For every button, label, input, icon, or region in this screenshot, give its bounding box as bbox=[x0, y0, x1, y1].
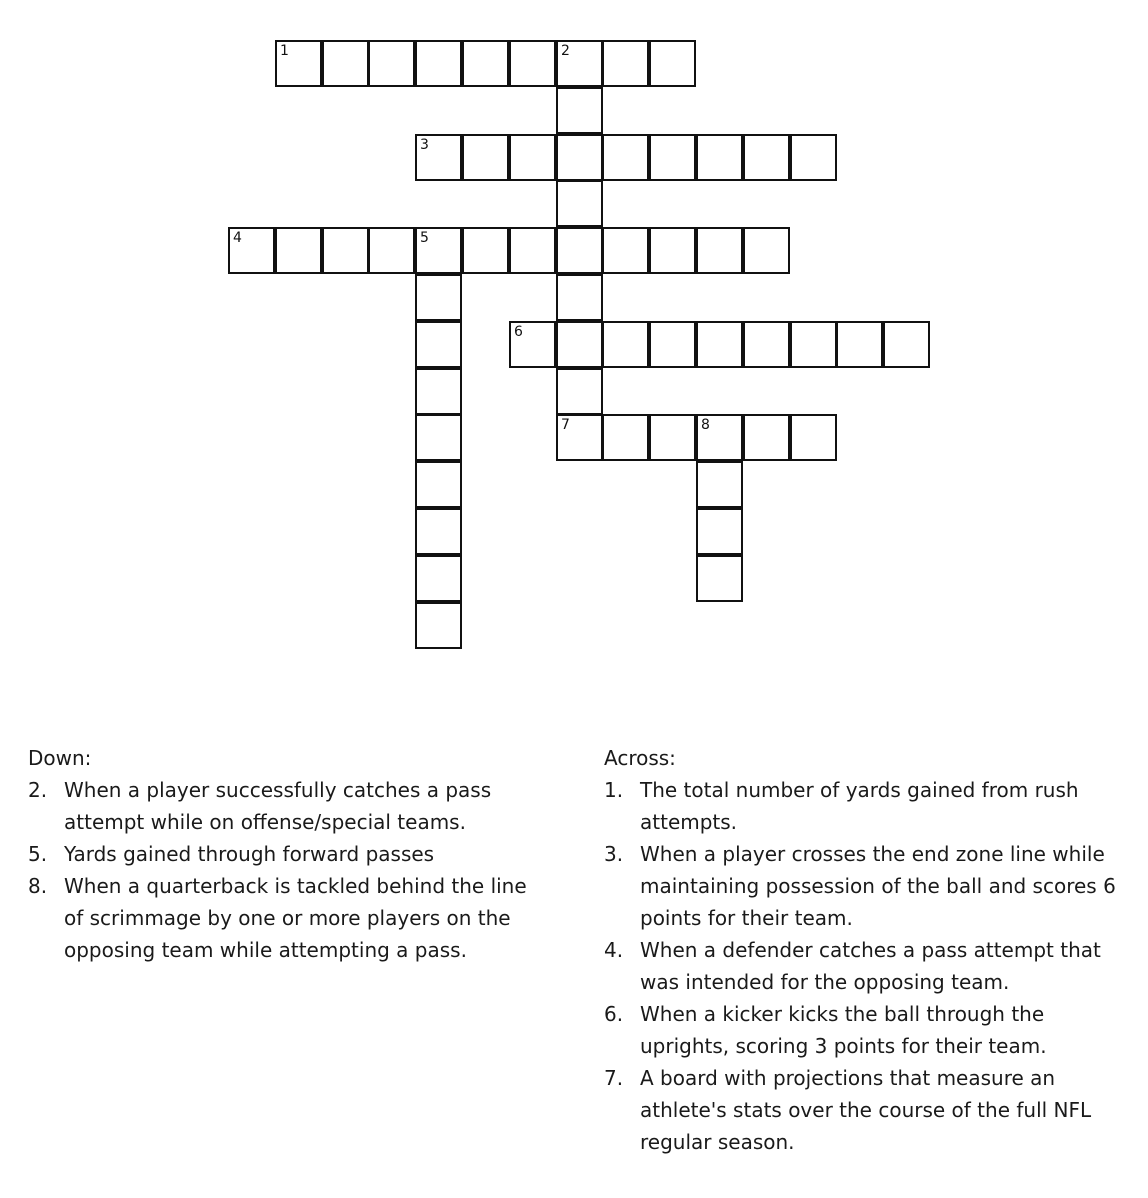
down-clues bbox=[28, 742, 528, 966]
grid-cell[interactable] bbox=[743, 134, 790, 181]
grid-cell[interactable] bbox=[415, 602, 462, 649]
cell-number: 3 bbox=[420, 137, 429, 153]
grid-cell[interactable] bbox=[649, 321, 696, 368]
grid-cell[interactable] bbox=[228, 227, 275, 274]
grid-cell[interactable] bbox=[368, 40, 415, 87]
grid-cell[interactable] bbox=[275, 40, 322, 87]
cell-number: 2 bbox=[561, 43, 570, 59]
grid-cell[interactable] bbox=[415, 368, 462, 415]
grid-cell[interactable] bbox=[462, 134, 509, 181]
cell-number: 5 bbox=[420, 230, 429, 246]
clue-down-2 bbox=[28, 774, 528, 838]
grid-cell[interactable] bbox=[322, 227, 369, 274]
grid-cell[interactable] bbox=[415, 274, 462, 321]
grid-cell[interactable] bbox=[696, 414, 743, 461]
clue-across-1 bbox=[604, 774, 1124, 838]
grid-cell[interactable] bbox=[743, 414, 790, 461]
grid-cell[interactable] bbox=[790, 134, 837, 181]
grid-cell[interactable] bbox=[415, 555, 462, 602]
grid-cell[interactable] bbox=[322, 40, 369, 87]
grid-cell[interactable] bbox=[696, 321, 743, 368]
cell-number: 8 bbox=[701, 417, 710, 433]
grid-cell[interactable] bbox=[883, 321, 930, 368]
clue-number: 5. bbox=[28, 842, 48, 866]
clue-number: 4. bbox=[604, 938, 624, 962]
clue-text: The total number of yards gained from rush attempts. bbox=[640, 778, 1079, 834]
grid-cell[interactable] bbox=[415, 508, 462, 555]
clue-across-3 bbox=[604, 838, 1124, 934]
grid-cell[interactable] bbox=[790, 414, 837, 461]
clue-number: 6. bbox=[604, 1002, 624, 1026]
grid-cell[interactable] bbox=[509, 134, 556, 181]
grid-cell[interactable] bbox=[649, 134, 696, 181]
clue-across-6 bbox=[604, 998, 1124, 1062]
clue-text: When a player successfully catches a pass attempt while on offense/special teams. bbox=[64, 778, 492, 834]
grid-cell[interactable] bbox=[415, 40, 462, 87]
grid-cell[interactable] bbox=[415, 321, 462, 368]
cell-number: 1 bbox=[280, 43, 289, 59]
across-heading: Across: bbox=[604, 746, 676, 770]
clue-across-7 bbox=[604, 1062, 1124, 1158]
grid-cell[interactable] bbox=[556, 414, 603, 461]
grid-cell[interactable] bbox=[602, 134, 649, 181]
cell-number: 4 bbox=[233, 230, 242, 246]
grid-cell[interactable] bbox=[415, 461, 462, 508]
clue-text: When a player crosses the end zone line while maintaining possession of the ball and scores 6 points for their team. bbox=[640, 842, 1116, 930]
grid-cell[interactable] bbox=[415, 414, 462, 461]
clue-text: A board with projections that measure an athlete's stats over the course of the full NFL regular season. bbox=[640, 1066, 1092, 1154]
grid-cell[interactable] bbox=[462, 40, 509, 87]
grid-cell[interactable] bbox=[509, 227, 556, 274]
clue-number: 3. bbox=[604, 842, 624, 866]
clue-text: When a defender catches a pass attempt that was intended for the opposing team. bbox=[640, 938, 1101, 994]
grid-cell[interactable] bbox=[556, 227, 603, 274]
grid-cell[interactable] bbox=[556, 368, 603, 415]
grid-cell[interactable] bbox=[556, 87, 603, 134]
grid-cell[interactable] bbox=[462, 227, 509, 274]
grid-cell[interactable] bbox=[509, 40, 556, 87]
clue-number: 1. bbox=[604, 778, 624, 802]
grid-cell[interactable] bbox=[790, 321, 837, 368]
grid-cell[interactable] bbox=[556, 134, 603, 181]
clue-number: 8. bbox=[28, 874, 48, 898]
grid-cell[interactable] bbox=[275, 227, 322, 274]
grid-cell[interactable] bbox=[602, 227, 649, 274]
grid-cell[interactable] bbox=[696, 461, 743, 508]
grid-cell[interactable] bbox=[415, 134, 462, 181]
grid-cell[interactable] bbox=[602, 414, 649, 461]
clue-text: When a quarterback is tackled behind the line of scrimmage by one or more players on the opposing team while attempting a pass. bbox=[64, 874, 527, 962]
grid-cell[interactable] bbox=[696, 227, 743, 274]
grid-cell[interactable] bbox=[602, 40, 649, 87]
grid-cell[interactable] bbox=[556, 40, 603, 87]
grid-cell[interactable] bbox=[649, 414, 696, 461]
grid-cell[interactable] bbox=[696, 508, 743, 555]
clue-text: Yards gained through forward passes bbox=[64, 842, 435, 866]
clue-number: 7. bbox=[604, 1066, 624, 1090]
grid-cell[interactable] bbox=[836, 321, 883, 368]
grid-cell[interactable] bbox=[743, 227, 790, 274]
grid-cell[interactable] bbox=[556, 180, 603, 227]
clue-across-4 bbox=[604, 934, 1124, 998]
cell-number: 6 bbox=[514, 324, 523, 340]
grid-cell[interactable] bbox=[602, 321, 649, 368]
clue-down-8 bbox=[28, 870, 528, 966]
down-heading: Down: bbox=[28, 746, 92, 770]
grid-cell[interactable] bbox=[696, 555, 743, 602]
grid-cell[interactable] bbox=[743, 321, 790, 368]
cell-number: 7 bbox=[561, 417, 570, 433]
grid-cell[interactable] bbox=[415, 227, 462, 274]
grid-cell[interactable] bbox=[509, 321, 556, 368]
grid-cell[interactable] bbox=[556, 321, 603, 368]
grid-cell[interactable] bbox=[556, 274, 603, 321]
grid-cell[interactable] bbox=[649, 227, 696, 274]
grid-cell[interactable] bbox=[649, 40, 696, 87]
across-clues bbox=[604, 742, 1124, 1158]
grid-cell[interactable] bbox=[696, 134, 743, 181]
clue-text: When a kicker kicks the ball through the uprights, scoring 3 points for their team. bbox=[640, 1002, 1047, 1058]
clue-number: 2. bbox=[28, 778, 48, 802]
clue-down-5 bbox=[28, 838, 528, 870]
grid-cell[interactable] bbox=[368, 227, 415, 274]
